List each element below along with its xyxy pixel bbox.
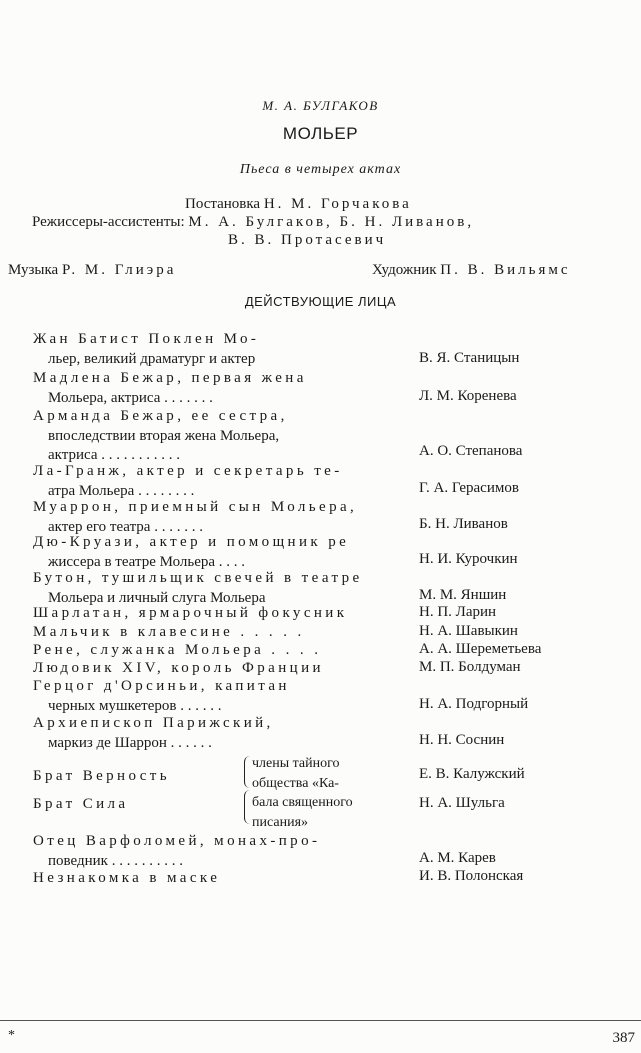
brace-upper bbox=[244, 756, 251, 788]
cast-role-1 bbox=[33, 330, 385, 369]
role-line: Мольера, актриса . . . . . . . bbox=[48, 389, 213, 406]
cast-actor-16: А. М. Карев bbox=[419, 850, 496, 866]
role-line: маркиз де Шаррон . . . . . . bbox=[48, 734, 212, 751]
cast-actor-13: Н. Н. Соснин bbox=[419, 732, 505, 748]
staging-credit bbox=[185, 196, 412, 213]
cast-actor-8: Н. П. Ларин bbox=[419, 604, 497, 620]
cast-actor-15: Н. А. Шульга bbox=[419, 795, 505, 811]
cast-role-14 bbox=[33, 767, 243, 787]
cast-role-7 bbox=[33, 569, 385, 608]
role-line: актриса . . . . . . . . . . . bbox=[48, 447, 181, 463]
role-line: льер, великий драматург и актер bbox=[48, 350, 256, 367]
cast-role-3 bbox=[33, 407, 385, 466]
cast-actor-9: Н. А. Шавыкин bbox=[419, 623, 518, 639]
cast-actor-4: Г. А. Герасимов bbox=[419, 480, 519, 496]
role-line: атра Мольера . . . . . . . . bbox=[48, 482, 195, 499]
cast-role-17 bbox=[33, 869, 385, 889]
role-line: жиссера в театре Мольера . . . . bbox=[48, 553, 246, 570]
role-line: черных мушкетеров . . . . . . bbox=[48, 697, 222, 714]
cast-role-6 bbox=[33, 533, 385, 572]
cast-role-2 bbox=[33, 369, 385, 408]
assistants-label: Режиссеры-ассистенты: bbox=[32, 214, 185, 230]
cast-actor-2: Л. М. Коренева bbox=[419, 388, 517, 404]
cast-role-5 bbox=[33, 498, 385, 537]
music-credit bbox=[8, 262, 176, 279]
artist-label: Художник bbox=[372, 262, 437, 278]
brace-note bbox=[252, 754, 353, 832]
cast-heading: ДЕЙСТВУЮЩИЕ ЛИЦА bbox=[244, 294, 397, 309]
role-line: Брат Верность bbox=[33, 768, 171, 784]
staging-name: Н. М. Горчакова bbox=[263, 196, 412, 212]
cast-actor-5: Б. Н. Ливанов bbox=[419, 516, 508, 532]
music-label: Музыка bbox=[8, 262, 59, 278]
role-line: Мадлена Бежар, первая жена bbox=[33, 370, 307, 386]
role-line: Бутон, тушильщик свечей в театре bbox=[33, 570, 363, 586]
cast-role-16 bbox=[33, 832, 385, 871]
cast-role-9 bbox=[33, 623, 385, 643]
play-subtitle: Пьеса в четырех актах bbox=[239, 162, 402, 177]
music-name: Р. М. Глиэра bbox=[61, 262, 177, 278]
cast-actor-3: А. О. Степанова bbox=[419, 443, 523, 459]
role-line: Рене, служанка Мольера . . . . bbox=[33, 642, 322, 658]
page-number: 387 bbox=[612, 1030, 635, 1046]
role-line: Незнакомка в маске bbox=[33, 870, 221, 886]
cast-actor-14: Е. В. Калужский bbox=[419, 766, 525, 782]
role-line: Арманда Бежар, ее сестра, bbox=[33, 408, 288, 424]
cast-actor-11: М. П. Болдуман bbox=[419, 659, 521, 675]
assistants-credit bbox=[32, 214, 474, 231]
cast-role-12 bbox=[33, 677, 385, 716]
role-line: Отец Варфоломей, монах-про- bbox=[33, 833, 321, 849]
cast-actor-12: Н. А. Подгорный bbox=[419, 696, 529, 712]
assistants-line-2: В. В. Протасевич bbox=[228, 232, 387, 248]
role-line: Мальчик в клавесине . . . . . bbox=[33, 624, 305, 640]
brace-line: бала священного bbox=[252, 795, 353, 810]
cast-actor-6: Н. И. Курочкин bbox=[419, 551, 518, 567]
artist-credit bbox=[372, 262, 571, 279]
role-line: Архиепископ Парижский, bbox=[33, 715, 274, 731]
cast-role-11 bbox=[33, 659, 385, 679]
role-line: Шарлатан, ярмарочный фокусник bbox=[33, 605, 348, 621]
staging-label: Постановка bbox=[185, 196, 261, 212]
role-line: Людовик XIV, король Франции bbox=[33, 660, 324, 676]
cast-role-13 bbox=[33, 714, 385, 753]
cast-role-10 bbox=[33, 641, 385, 661]
cast-actor-7: М. М. Яншин bbox=[419, 587, 507, 603]
role-line: актер его театра . . . . . . . bbox=[48, 518, 203, 535]
role-line: Дю-Круази, актер и помощник ре bbox=[33, 534, 350, 550]
cast-role-15 bbox=[33, 795, 243, 815]
role-line: Брат Сила bbox=[33, 796, 129, 812]
role-line: Герцог д'Орсиньи, капитан bbox=[33, 678, 290, 694]
role-line: Жан Батист Поклен Мо- bbox=[33, 331, 260, 347]
role-line: впоследствии вторая жена Мольера, bbox=[48, 427, 280, 444]
cast-actor-10: А. А. Шереметьева bbox=[419, 641, 542, 657]
brace-line: члены тайного bbox=[252, 756, 340, 771]
cast-role-4 bbox=[33, 462, 385, 501]
footer-mark: * bbox=[8, 1028, 15, 1043]
play-title: МОЛЬЕР bbox=[282, 124, 359, 143]
brace-line: общества «Ка- bbox=[252, 775, 339, 791]
assistants-line-1: М. А. Булгаков, Б. Н. Ливанов, bbox=[188, 214, 475, 230]
footer-rule bbox=[0, 1020, 641, 1021]
brace-line: писания» bbox=[252, 814, 309, 830]
cast-actor-1: В. Я. Станицын bbox=[419, 350, 520, 366]
cast-actor-17: И. В. Полонская bbox=[419, 868, 524, 884]
brace-lower bbox=[244, 790, 251, 824]
cast-role-8 bbox=[33, 604, 385, 624]
role-line: Ла-Гранж, актер и секретарь те- bbox=[33, 463, 343, 479]
author-name: М. А. БУЛГАКОВ bbox=[262, 98, 379, 113]
role-line: Муаррон, приемный сын Мольера, bbox=[33, 499, 358, 515]
role-line: Мольера и личный слуга Мольера bbox=[48, 589, 266, 606]
role-line: поведник . . . . . . . . . . bbox=[48, 852, 183, 869]
artist-name: П. В. Вильямс bbox=[440, 262, 571, 278]
